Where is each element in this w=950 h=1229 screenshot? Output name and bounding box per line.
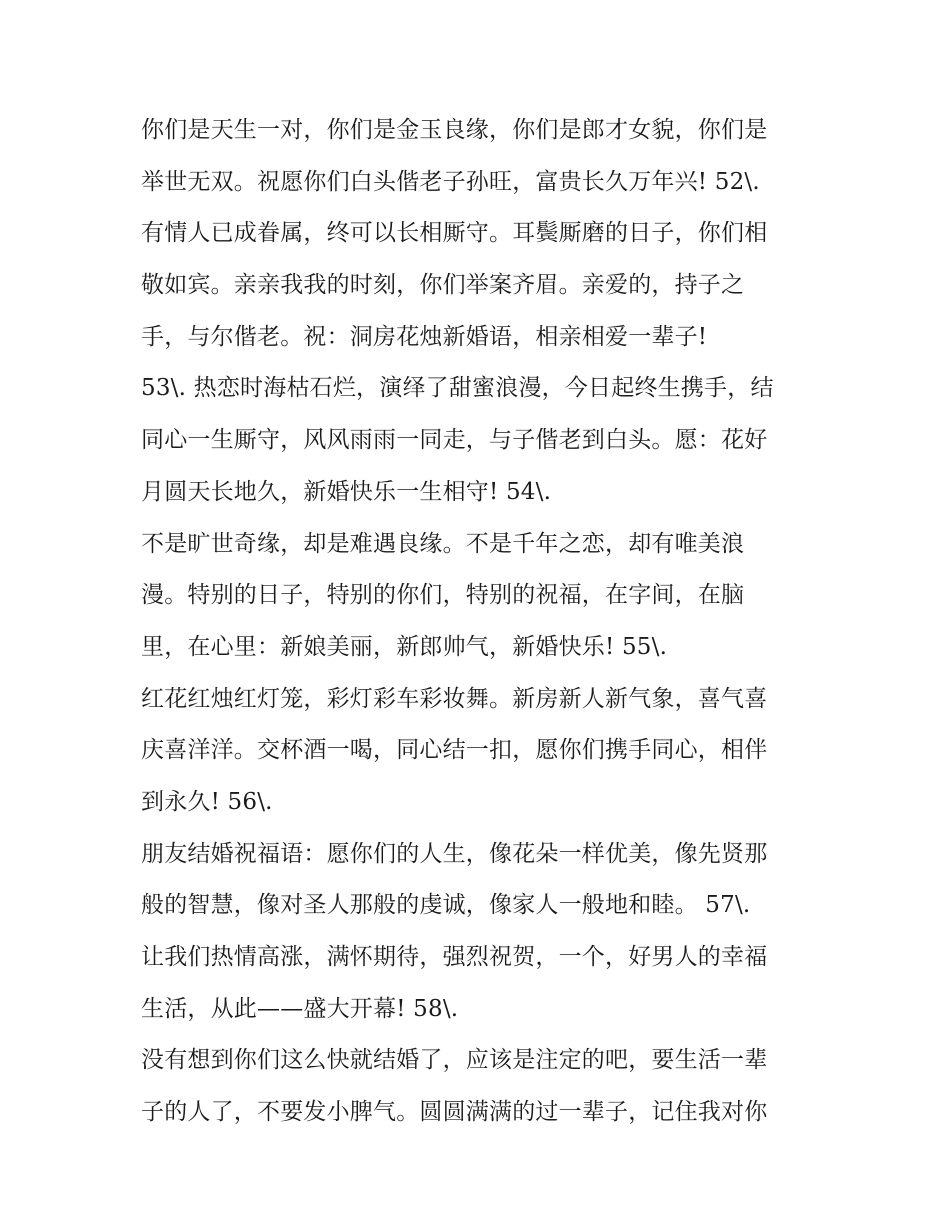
text-line: 漫。特别的日子，特别的你们，特别的祝福，在字间，在脑 <box>141 582 745 609</box>
text-line: 生活，从此——盛大开幕! 58\. <box>141 995 459 1022</box>
text-line: 红花红烛红灯笼，彩灯彩车彩妆舞。新房新人新气象，喜气喜 <box>141 685 768 712</box>
text-line: 子的人了，不要发小脾气。圆圆满满的过一辈子，记住我对你 <box>141 1099 768 1126</box>
text-line: 里，在心里：新娘美丽，新郎帅气，新婚快乐! 55\. <box>141 633 668 660</box>
text-line: 到永久! 56\. <box>141 788 273 815</box>
text-line: 手，与尔偕老。祝：洞房花烛新婚语，相亲相爱一辈子! <box>141 323 708 350</box>
text-line: 同心一生厮守，风风雨雨一同走，与子偕老到白头。愿：花好 <box>141 427 768 454</box>
text-line: 月圆天长地久，新婚快乐一生相守! 54\. <box>141 478 552 505</box>
text-line: 不是旷世奇缘，却是难遇良缘。不是千年之恋，却有唯美浪 <box>141 530 745 557</box>
text-line: 庆喜洋洋。交杯酒一喝，同心结一扣，愿你们携手同心，相伴 <box>141 737 768 764</box>
text-line: 53\. 热恋时海枯石烂，演绎了甜蜜浪漫，今日起终生携手，结 <box>141 375 774 402</box>
text-line: 没有想到你们这么快就结婚了，应该是注定的吧，要生活一辈 <box>141 1047 768 1074</box>
text-line: 有情人已成眷属，终可以长相厮守。耳鬓厮磨的日子，你们相 <box>141 220 768 247</box>
text-line: 让我们热情高涨，满怀期待，强烈祝贺，一个，好男人的幸福 <box>141 944 768 970</box>
text-line: 朋友结婚祝福语：愿你们的人生，像花朵一样优美，像先贤那 <box>141 840 768 867</box>
text-line: 举世无双。祝愿你们白头偕老子孙旺，富贵长久万年兴! 52\. <box>141 168 760 195</box>
text-body <box>141 105 821 1139</box>
text-line: 敬如宾。亲亲我我的时刻，你们举案齐眉。亲爱的，持子之 <box>141 272 745 299</box>
text-line: 般的智慧，像对圣人那般的虔诚，像家人一般地和睦。 57\. <box>141 892 751 919</box>
text-line: 你们是天生一对，你们是金玉良缘，你们是郎才女貌，你们是 <box>141 117 768 143</box>
